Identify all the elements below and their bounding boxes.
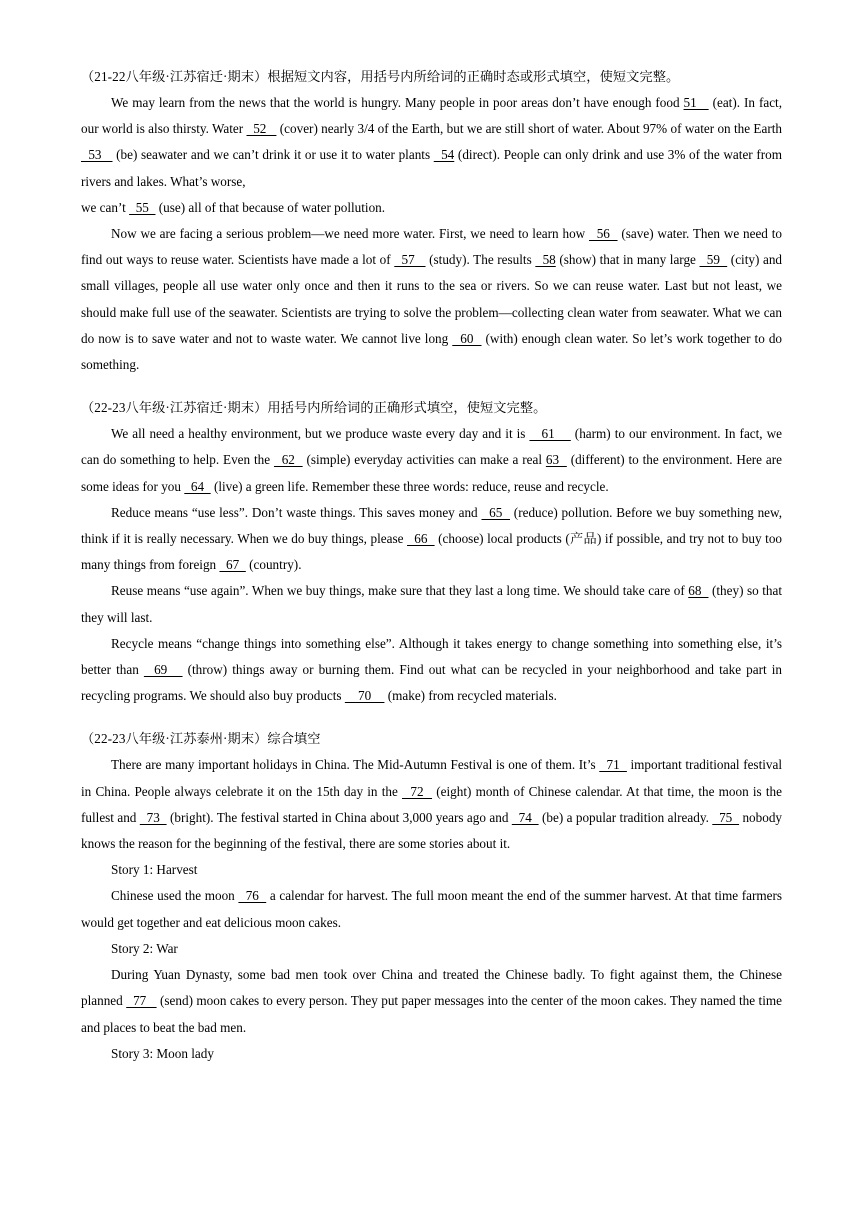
exercise-section [81,395,782,709]
text-segment: a calendar for harvest. The full moon meant the end of the summer harvest. At that time farmers would get together and eat delicious moon cakes. [81,888,782,930]
answer-blank[interactable]: 66 [407,531,435,547]
answer-blank[interactable]: 64 [184,478,211,494]
paragraph [81,631,782,710]
answer-blank[interactable]: 72 [402,783,433,799]
text-segment: (live) a green life. Remember these three words: reduce, reuse and recycle. [210,478,609,494]
answer-blank[interactable]: 70 [344,688,385,704]
answer-blank[interactable]: 54 [433,147,455,163]
answer-blank[interactable]: 77 [126,993,157,1009]
text-segment: We may learn from the news that the world is hungry. Many people in poor areas don’t have enough food [111,95,684,110]
text-segment: Chinese used the moon [111,888,239,904]
answer-blank[interactable]: 55 [129,199,156,215]
text-segment: Story 3: Moon lady [111,1045,214,1061]
text-segment: (country). [245,557,302,573]
text-segment: nobody knows the reason for the beginning of the festival, there are some stories about it. [81,809,783,852]
paragraph [81,90,782,195]
answer-blank[interactable]: 75 [712,809,740,825]
answer-blank[interactable]: 68 [688,583,709,599]
answer-blank[interactable]: 74 [511,809,539,825]
text-segment: During Yuan Dynasty, some bad men took over China and treated the Chinese badly. To fight against them, the Chinese planned [81,967,782,1009]
paragraph [81,936,782,962]
answer-blank[interactable]: 67 [219,557,246,573]
text-segment: (bright). The festival started in China about 3,000 years ago and [166,809,512,825]
section-heading: （22-23八年级·江苏宿迁·期末）用括号内所给词的正确形式填空，使短文完整。 [81,400,547,416]
text-segment: Now we are facing a serious problem—we need more water. First, we need to learn how [111,226,590,242]
text-segment: We all need a healthy environment, but we produce waste every day and it is [111,426,530,442]
answer-blank[interactable]: 73 [139,809,167,825]
text-segment: (use) all of that because of water pollution. [155,199,386,215]
answer-blank[interactable]: 58 [535,252,556,268]
text-segment: Story 2: War [111,940,178,956]
answer-blank[interactable]: 51 [683,95,709,110]
paragraph [81,500,782,579]
document-content [81,64,782,1084]
section-heading: （22-23八年级·江苏泰州·期末）综合填空 [81,731,321,747]
text-segment: (cover) nearly 3/4 of the Earth, but we are still short of water. About 97% of water on the Earth [276,121,782,137]
paragraph [81,883,782,935]
text-segment: (save) water. Then we need to find out ways to reuse water. Scientists have made a lot of [81,226,782,268]
text-segment: we can’t [81,199,130,215]
text-segment: (different) to the environment. Here are some ideas for you [81,452,783,494]
answer-blank[interactable]: 57 [394,252,426,268]
answer-blank[interactable]: 63 [545,452,567,468]
text-segment: (they) so that they will last. [81,583,783,625]
text-segment: (eat). In fact, our world is also thirsty. Water [81,95,783,137]
paragraph [81,421,782,500]
text-segment: important traditional festival in China. People always celebrate it on the 15th day in the [81,757,783,799]
text-segment: (harm) to our environment. In fact, we can do something to help. Even the [81,426,783,468]
answer-blank[interactable]: 52 [246,121,277,137]
text-segment: Reuse means “use again”. When we buy things, make sure that they last a long time. We should take care of [111,583,689,599]
answer-blank[interactable]: 61 [529,426,571,442]
text-segment: (be) seawater and we can’t drink it or use it to water plants [112,147,434,163]
paragraph [81,221,782,378]
text-segment: (show) that in many large [555,252,700,268]
text-segment: (study). The results [425,252,536,268]
answer-blank[interactable]: 71 [599,757,627,773]
section-heading: （21-22八年级·江苏宿迁·期末）根据短文内容，用括号内所给词的正确时态或形式填空，使短文完整。 [81,69,680,84]
text-segment: Reduce means “use less”. Don’t waste things. This saves money and [111,504,482,520]
paragraph [81,1041,782,1067]
exercise-section [81,64,782,378]
answer-blank[interactable]: 53 [81,147,113,163]
answer-blank[interactable]: 76 [238,888,267,904]
paragraph [81,578,782,630]
text-segment: Recycle means “change things into something else”. Although it takes energy to change something into something else, it’s better than [81,635,782,678]
text-segment: (throw) things away or burning them. Find out what can be recycled in your neighborhood and take part in recycling programs. We should also buy products [81,662,782,704]
text-segment: (send) moon cakes to every person. They put paper messages into the center of the moon cakes. They named the time and places to beat the bad men. [81,993,782,1035]
answer-blank[interactable]: 69 [143,662,183,678]
paragraph [81,752,782,857]
text-segment: (with) enough clean water. So let’s work together to do something. [81,330,783,373]
answer-blank[interactable]: 62 [273,452,303,468]
answer-blank[interactable]: 60 [452,330,482,346]
paragraph [81,195,782,221]
text-segment: (direct). People can only drink and use 3% of the water from rivers and lakes. What’s worse, [81,147,782,189]
text-segment: (reduce) pollution. Before we buy something new, think if it is really necessary. When we do buy things, please [81,504,782,547]
answer-blank[interactable]: 65 [481,504,510,520]
paragraph [81,962,782,1041]
text-segment: (eight) month of Chinese calendar. At that time, the moon is the fullest and [81,783,783,825]
text-segment: (city) and small villages, people all use water only once and then it runs to the sea or rivers. So we can reuse water. Last but not least, we should make full use of the seawater. Scientists are trying to solve the problem—collecting clean water from seawater. What we can do now is to save water and not to waste water. We cannot live long [81,252,783,346]
text-segment: (be) a popular tradition already. [538,809,713,825]
text-segment: (simple) everyday activities can make a real [302,452,546,468]
text-segment: There are many important holidays in China. The Mid-Autumn Festival is one of them. It’s [111,757,600,773]
paragraph [81,857,782,883]
answer-blank[interactable]: 59 [699,252,728,268]
answer-blank[interactable]: 56 [589,226,618,242]
text-segment: (choose) local products (产品) if possible, and try not to buy too many things from foreign [81,531,783,573]
exercise-section [81,726,782,1066]
text-segment: (make) from recycled materials. [384,688,557,704]
text-segment: Story 1: Harvest [111,862,198,878]
